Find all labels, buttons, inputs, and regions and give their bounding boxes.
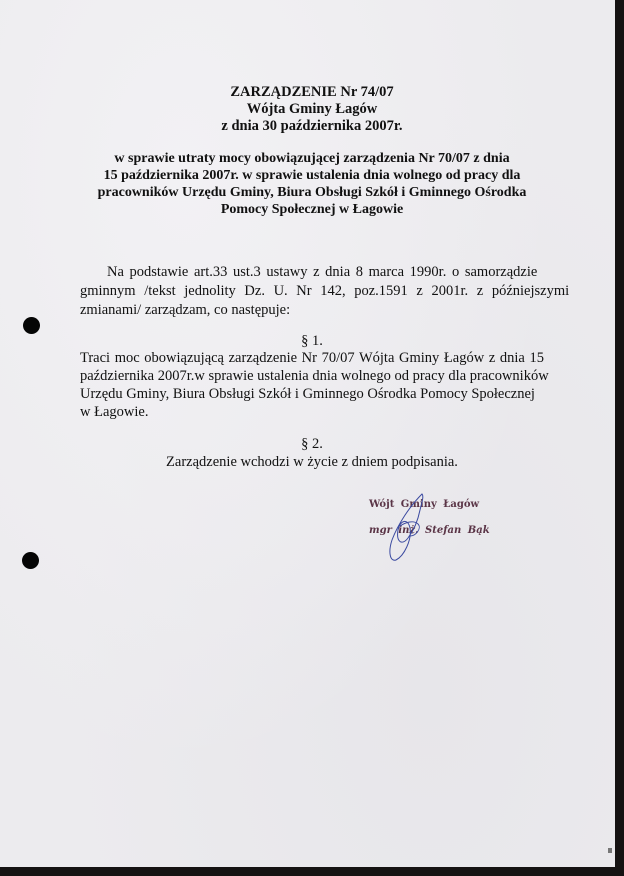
subject-line: pracowników Urzędu Gminy, Biura Obsługi Szkół i Gminnego Ośrodka [97,185,527,200]
subject-line: w sprawie utraty mocy obowiązującej zarządzenia Nr 70/07 z dnia [114,151,510,166]
punch-hole-top [23,317,40,334]
document-issuer: Wójta Gminy Łagów [246,101,378,117]
preamble-line: Na podstawie art.33 ust.3 ustawy z dnia 8 marca 1990r. o samorządzie [107,264,538,280]
section-1-heading: § 1. [301,333,323,349]
stamp-name: mgr inż. Stefan Bąk [369,525,490,536]
subject-line: Pomocy Społecznej w Łagowie [220,202,404,217]
preamble-line: gminnym /tekst jednolity Dz. U. Nr 142, poz.1591 z 2001r. z późniejszymi [80,283,570,299]
section-1-line: w Łagowie. [80,404,149,420]
preamble-line: zmianami/ zarządzam, co następuje: [80,302,291,318]
section-1-line: Traci moc obowiązującą zarządzenie Nr 70/07 Wójta Gminy Łagów z dnia 15 [80,350,544,366]
document-title: ZARZĄDZENIE Nr 74/07 [230,84,394,100]
scan-artifact [608,848,612,853]
subject-line: 15 października 2007r. w sprawie ustalenia dnia wolnego od pracy dla [103,168,521,183]
section-1-line: października 2007r.w sprawie ustalenia dnia wolnego od pracy dla pracowników [80,368,549,384]
section-1-line: Urzędu Gminy, Biura Obsługi Szkół i Gminnego Ośrodka Pomocy Społecznej [80,386,535,402]
section-2-heading: § 2. [301,436,323,452]
section-2-line: Zarządzenie wchodzi w życie z dniem podpisania. [166,454,458,470]
document-date: z dnia 30 października 2007r. [221,118,403,134]
punch-hole-bottom [22,552,39,569]
signature [370,490,440,570]
stamp-office: Wójt Gminy Łagów [369,499,480,510]
signature-stroke [390,494,423,560]
